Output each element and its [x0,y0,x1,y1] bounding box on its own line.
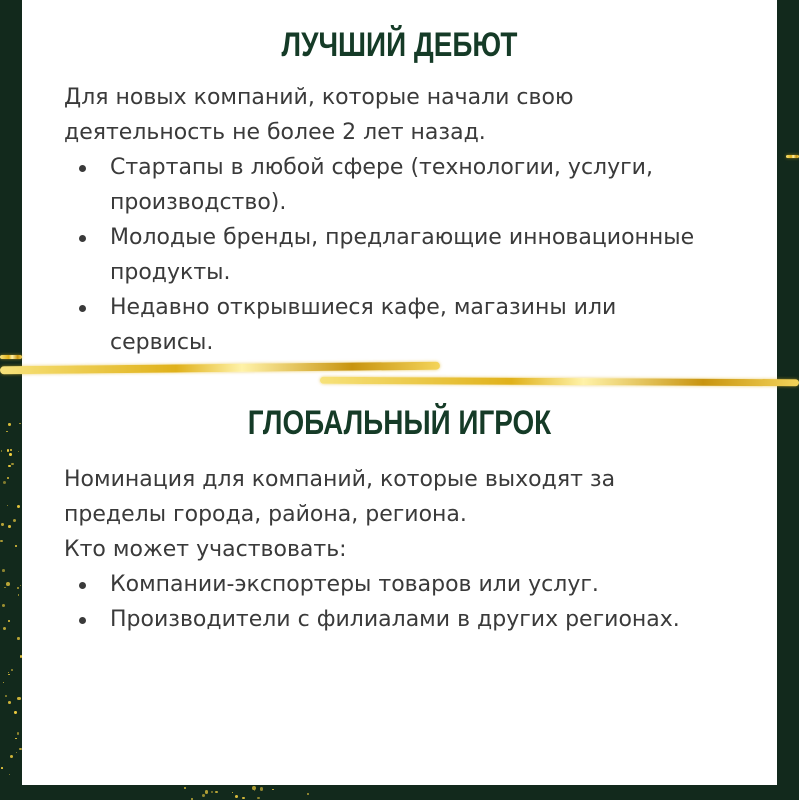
sparkle-dot [6,431,8,433]
list-item-text: Стартапы в любой сфере (технологии, услуги, производство). [110,155,653,215]
sparkle-dot [272,789,274,791]
sparkle-dot [235,795,238,798]
sparkle-dot [3,627,6,630]
sparkle-dot [1,523,3,525]
sparkle-dot [17,637,19,639]
section-description [64,462,735,567]
sparkle-dot [8,423,10,425]
sparkle-dot [242,797,245,800]
sparkle-dot [17,587,19,589]
sparkle-dot [15,545,17,547]
sparkle-dot [3,481,6,484]
list-item [64,567,735,602]
sparkle-dot [10,449,12,451]
sparkle-dot [3,682,4,683]
sparkle-dot [252,786,256,790]
sparkle-dot [257,797,259,799]
sparkle-dot [260,787,264,791]
sparkle-dot [18,594,20,596]
sparkle-dot [19,423,21,425]
sparkle-dot [15,738,17,740]
sparkle-dot [0,540,3,543]
sparkle-dot [11,669,13,671]
sparkle-dot [11,463,13,465]
sparkle-dot [8,620,10,622]
list-item [64,220,770,290]
section-best-debut [44,0,755,368]
gold-stroke-decoration [786,155,799,158]
sparkle-dot [1,450,3,452]
gold-stroke-decoration [0,355,22,359]
sparkle-dot [17,697,21,701]
sparkle-dot [5,695,7,697]
bullet-list [64,150,735,360]
section-description [64,80,735,150]
content-card [22,0,777,785]
bullet-dot-icon [79,305,86,312]
list-item-text: Производители с филиалами в других регионах. [110,607,680,632]
description-line: Для новых компаний, которые начали свою [64,85,574,110]
sparkle-dot [211,791,213,793]
section-title: ГЛОБАЛЬНЫЙ ИГРОК [247,404,552,442]
sparkle-dot [17,732,20,735]
sparkle-dot [7,477,10,480]
sparkle-dot [202,794,205,797]
sparkle-dot [20,585,22,587]
bullet-list [64,567,735,637]
bullet-dot-icon [79,617,86,624]
sparkle-dot [14,711,16,713]
sparkle-dot [16,752,17,753]
sparkle-dot [13,519,16,522]
sparkle-dot [215,791,217,793]
list-item-text: Недавно открывшиеся кафе, магазины или сервисы. [110,295,617,355]
description-line: Кто может участвовать: [64,537,347,562]
sparkle-dot [4,587,5,588]
list-item-text: Компании-экспортеры товаров или услуг. [110,572,599,597]
bullet-dot-icon [79,582,86,589]
list-item-text: Молодые бренды, предлагающие инновационные продукты. [110,225,695,285]
sparkle-dot [9,453,12,456]
sparkle-dot [232,792,233,793]
sparkle-dot [8,701,11,704]
sparkle-dot [19,748,21,750]
sparkle-dot [18,451,19,452]
sparkle-dot [8,674,10,676]
description-line: Номинация для компаний, которые выходят за [64,467,616,492]
bullet-dot-icon [79,165,86,172]
sparkle-dot [205,790,208,793]
description-line: пределы города, района, региона. [64,502,467,527]
sparkle-dot [17,505,20,508]
section-global-player [44,384,755,785]
list-item [64,150,710,220]
list-item [64,602,735,637]
bullet-dot-icon [79,235,86,242]
list-item [64,290,710,360]
sparkle-dot [8,672,9,673]
sparkle-dot [307,793,309,795]
sparkle-dot [8,465,11,468]
sparkle-dot [7,505,8,506]
sparkle-dot [254,790,256,792]
sparkle-dot [1,767,3,769]
sparkle-dot [7,449,9,451]
sparkle-dot [2,604,5,607]
sparkle-dot [8,525,11,528]
sparkle-dot [2,569,5,572]
sparkle-dot [10,755,13,758]
sparkle-dot [9,774,10,775]
sparkle-dot [6,582,10,586]
sparkle-dot [184,787,186,789]
description-line: деятельность не более 2 лет назад. [64,120,486,145]
section-title: ЛУЧШИЙ ДЕБЮТ [281,26,518,64]
